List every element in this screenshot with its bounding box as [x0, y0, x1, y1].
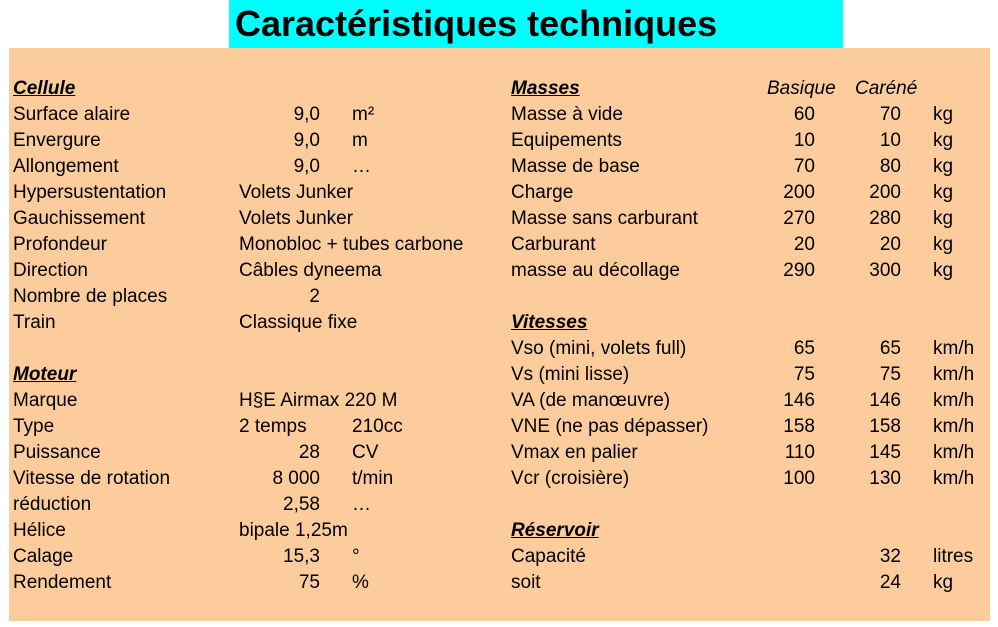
masses-unit: kg	[933, 208, 954, 229]
moteur-label: Hélice	[13, 520, 66, 541]
moteur-value: 2,58	[283, 494, 320, 515]
masses-heading: Masses	[511, 78, 580, 99]
vitesses-carene: 130	[869, 468, 901, 489]
masses-basique: 20	[793, 234, 815, 255]
cellule-text: Câbles dyneema	[239, 260, 382, 281]
vitesses-carene: 146	[869, 390, 901, 411]
page-title: Caractéristiques techniques	[229, 0, 843, 48]
vitesses-unit: km/h	[933, 338, 975, 359]
cellule-label: Gauchissement	[13, 208, 146, 229]
reservoir-unit: litres	[933, 546, 974, 567]
vitesses-basique: 100	[783, 468, 815, 489]
moteur-heading: Moteur	[13, 364, 77, 385]
reservoir-label: Capacité	[511, 546, 586, 567]
cellule-value: 9,0	[293, 104, 320, 125]
vitesses-carene: 158	[869, 416, 901, 437]
vitesses-label: Vs (mini lisse)	[511, 364, 630, 385]
moteur-label: réduction	[13, 494, 92, 515]
vitesses-basique: 65	[793, 338, 815, 359]
masses-label: Carburant	[511, 234, 596, 255]
cellule-label: Train	[13, 312, 56, 333]
masses-basique: 290	[783, 260, 815, 281]
moteur-label: Calage	[13, 546, 74, 567]
vitesses-unit: km/h	[933, 468, 975, 489]
masses-basique: 270	[783, 208, 815, 229]
masses-unit: kg	[933, 182, 954, 203]
masses-carene: 280	[869, 208, 901, 229]
moteur-unit: %	[352, 572, 369, 593]
moteur-label: Marque	[13, 390, 78, 411]
reservoir-carene: 24	[879, 572, 901, 593]
reservoir-carene: 32	[879, 546, 901, 567]
cellule-label: Hypersustentation	[13, 182, 167, 203]
cellule-heading: Cellule	[13, 78, 76, 99]
masses-label: Masse sans carburant	[511, 208, 698, 229]
vitesses-label: Vso (mini, volets full)	[511, 338, 687, 359]
vitesses-basique: 146	[783, 390, 815, 411]
masses-carene: 200	[869, 182, 901, 203]
masses-basique: 200	[783, 182, 815, 203]
cellule-label: Nombre de places	[13, 286, 168, 307]
col-header-basique: Basique	[767, 78, 836, 99]
cellule-unit: m	[352, 130, 368, 151]
vitesses-unit: km/h	[933, 416, 975, 437]
cellule-label: Profondeur	[13, 234, 108, 255]
cellule-label: Envergure	[13, 130, 101, 151]
moteur-text: 2 temps	[239, 416, 307, 437]
moteur-label: Type	[13, 416, 55, 437]
cellule-value: 2	[309, 286, 320, 307]
vitesses-carene: 65	[879, 338, 901, 359]
vitesses-label: Vmax en palier	[511, 442, 638, 463]
masses-basique: 60	[793, 104, 815, 125]
moteur-value: 75	[298, 572, 320, 593]
col-header-carene: Caréné	[855, 78, 918, 99]
vitesses-unit: km/h	[933, 364, 975, 385]
masses-label: Equipements	[511, 130, 622, 151]
masses-unit: kg	[933, 104, 954, 125]
vitesses-label: Vcr (croisière)	[511, 468, 630, 489]
masses-carene: 10	[879, 130, 901, 151]
vitesses-unit: km/h	[933, 390, 975, 411]
vitesses-basique: 158	[783, 416, 815, 437]
vitesses-basique: 75	[793, 364, 815, 385]
cellule-value: 9,0	[293, 156, 320, 177]
reservoir-unit: kg	[933, 572, 954, 593]
masses-carene: 70	[879, 104, 901, 125]
masses-carene: 80	[879, 156, 901, 177]
moteur-label: Vitesse de rotation	[13, 468, 171, 489]
vitesses-label: VA (de manœuvre)	[511, 390, 671, 411]
moteur-value: 8 000	[272, 468, 320, 489]
moteur-unit: …	[352, 494, 371, 515]
masses-unit: kg	[933, 156, 954, 177]
masses-label: masse au décollage	[511, 260, 680, 281]
vitesses-carene: 75	[879, 364, 901, 385]
cellule-text: Classique fixe	[239, 312, 358, 333]
vitesses-basique: 110	[784, 442, 815, 463]
moteur-label: Puissance	[13, 442, 101, 463]
cellule-text: Volets Junker	[239, 208, 354, 229]
masses-unit: kg	[933, 130, 954, 151]
moteur-unit: °	[352, 546, 360, 567]
cellule-label: Allongement	[13, 156, 119, 177]
moteur-value: 28	[298, 442, 320, 463]
cellule-unit: …	[352, 156, 371, 177]
moteur-value: 15,3	[283, 546, 320, 567]
vitesses-heading: Vitesses	[511, 312, 588, 333]
masses-unit: kg	[933, 260, 954, 281]
moteur-text: bipale 1,25m	[239, 520, 348, 541]
cellule-text: Volets Junker	[239, 182, 354, 203]
cellule-value: 9,0	[293, 130, 320, 151]
vitesses-carene: 145	[869, 442, 901, 463]
reservoir-label: soit	[511, 572, 541, 593]
masses-label: Masse de base	[511, 156, 640, 177]
moteur-unit: 210cc	[352, 416, 403, 437]
cellule-label: Surface alaire	[13, 104, 131, 125]
masses-label: Charge	[511, 182, 574, 203]
masses-label: Masse à vide	[511, 104, 623, 125]
masses-carene: 20	[879, 234, 901, 255]
moteur-unit: CV	[352, 442, 379, 463]
masses-unit: kg	[933, 234, 954, 255]
vitesses-label: VNE (ne pas dépasser)	[511, 416, 709, 437]
reservoir-heading: Réservoir	[511, 520, 599, 541]
moteur-label: Rendement	[13, 572, 112, 593]
vitesses-unit: km/h	[933, 442, 975, 463]
cellule-label: Direction	[13, 260, 88, 281]
moteur-text: H§E Airmax 220 M	[239, 390, 398, 411]
masses-basique: 70	[793, 156, 815, 177]
cellule-unit: m²	[352, 104, 375, 125]
masses-basique: 10	[793, 130, 815, 151]
cellule-text: Monobloc + tubes carbone	[239, 234, 464, 255]
moteur-unit: t/min	[352, 468, 394, 489]
masses-carene: 300	[869, 260, 901, 281]
